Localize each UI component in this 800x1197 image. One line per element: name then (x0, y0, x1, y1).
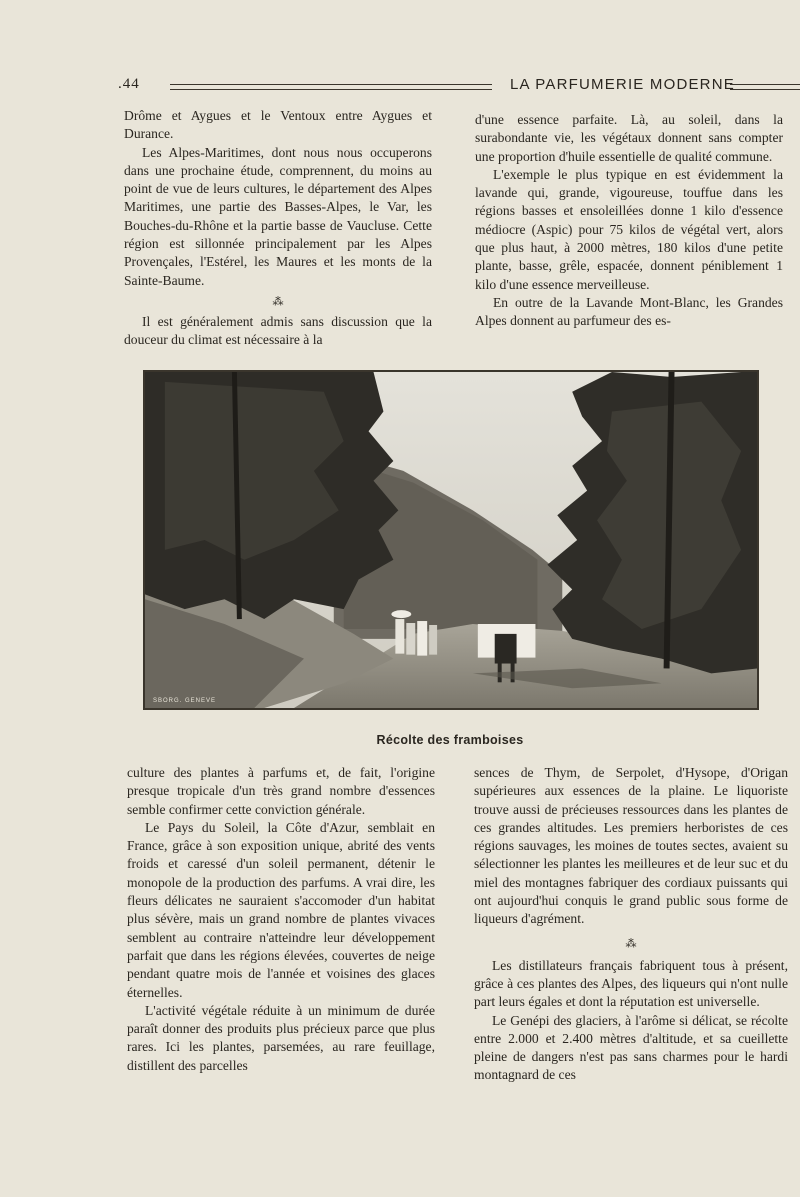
paragraph: Drôme et Aygues et le Ventoux entre Aygues et Durance. (124, 108, 432, 142)
asterism-divider: ⁂ (272, 295, 284, 308)
column-right-top (475, 111, 783, 331)
header-rule-left (170, 84, 492, 90)
paragraph: d'une essence parfaite. Là, au soleil, dans la surabondante vie, les végétaux donnent sans compter une proportion d'huile essentielle de qualité commune. (475, 112, 783, 164)
photograph-raspberry-harvest (143, 370, 759, 710)
asterism-divider: ⁂ (625, 937, 637, 950)
column-left-bottom (127, 764, 435, 1075)
paragraph: Les distillateurs français fabriquent tous à présent, grâce à ces plantes des Alpes, des liqueurs qui n'ont nulle part leurs égales et dont la réputation est universelle. (474, 957, 788, 1010)
paragraph: Les Alpes-Maritimes, dont nous nous occuperons dans une prochaine étude, comprennent, du moins au point de vue de leurs cultures, le département des Alpes Maritimes, une partie des Basses-Alpes, le Var, les Bouches-du-Rhône et la partie basse de Vaucluse. Cette région est sillonnée principalement par les Alpes Provençales, l'Estérel, les Maures et les monts de la Sainte-Baume. (124, 144, 432, 288)
running-title: LA PARFUMERIE MODERNE (510, 76, 735, 93)
column-right-bottom (474, 764, 788, 1085)
paragraph: En outre de la Lavande Mont-Blanc, les Grandes Alpes donnent au parfumeur des es- (475, 294, 783, 329)
photo-caption (0, 733, 800, 747)
photo-illustration (145, 372, 757, 708)
column-left-top (124, 107, 432, 350)
page-number: .44 (118, 76, 140, 92)
paragraph: Il est généralement admis sans discussion que la douceur du climat est nécessaire à la (124, 313, 432, 348)
header-rule-right (730, 84, 800, 90)
paragraph: L'activité végétale réduite à un minimum de durée paraît donner des produits plus précieux parce que plus rares. Ici les plantes, parsemées, au rare feuillage, distillent des parcelles (127, 1002, 435, 1073)
paragraph: Le Genépi des glaciers, à l'arôme si délicat, se récolte entre 2.000 et 2.400 mètres d'altitude, et sa cueillette pleine de dangers n'est pas sans charmes pour le hardi montagnard de ces (474, 1012, 788, 1083)
paragraph: L'exemple le plus typique en est évidemment la lavande qui, grande, vigoureuse, touffue dans les régions basses et ensoleillées donne 1 kilo d'essence médiocre (Aspic) pour 75 kilos de végétal vert, alors que plus haut, à 2000 mètres, 180 kilos d'une petite plante, basse, grêle, espacée, donnent péniblement 1 kilo d'une essence merveilleuse. (475, 166, 783, 292)
caption-text: Récolte des framboises (376, 733, 524, 747)
paragraph: culture des plantes à parfums et, de fait, l'origine presque tropicale d'un très grand nombre d'essences semble confirmer cette conviction générale. (127, 765, 435, 817)
photo-credit: SBORG. GENEVE (153, 698, 217, 704)
running-header (118, 76, 794, 98)
paragraph: sences de Thym, de Serpolet, d'Hysope, d'Origan supérieures aux essences de la plaine. Le liquoriste trouve aussi de précieuses ressources dans les plantes de ces grandes altitudes. Les premiers herboristes de ces régions sauvages, les moines de toutes sectes, avaient su sélectionner les plantes les meilleures et de leur suc et du miel des montagnes fabriquer des cordiaux puissants qui ont aujourd'hui conquis le grand public sous forme de liqueurs d'agrément. (474, 765, 788, 927)
paragraph: Le Pays du Soleil, la Côte d'Azur, semblait en France, grâce à son exposition unique, abrité des vents froids et caressé d'un soleil permanent, détenir le monopole de la production des parfums. A vrai dire, les fleurs délicates ne sauraient s'accomoder d'un habitat plus sévère, mais un grand nombre de plantes vivaces semblent au contraire n'atteindre leur développement parfait que dans les régions élevées, couvertes de neige pendant quatre mois de l'année et voisines des glaces éternelles. (127, 819, 435, 1000)
